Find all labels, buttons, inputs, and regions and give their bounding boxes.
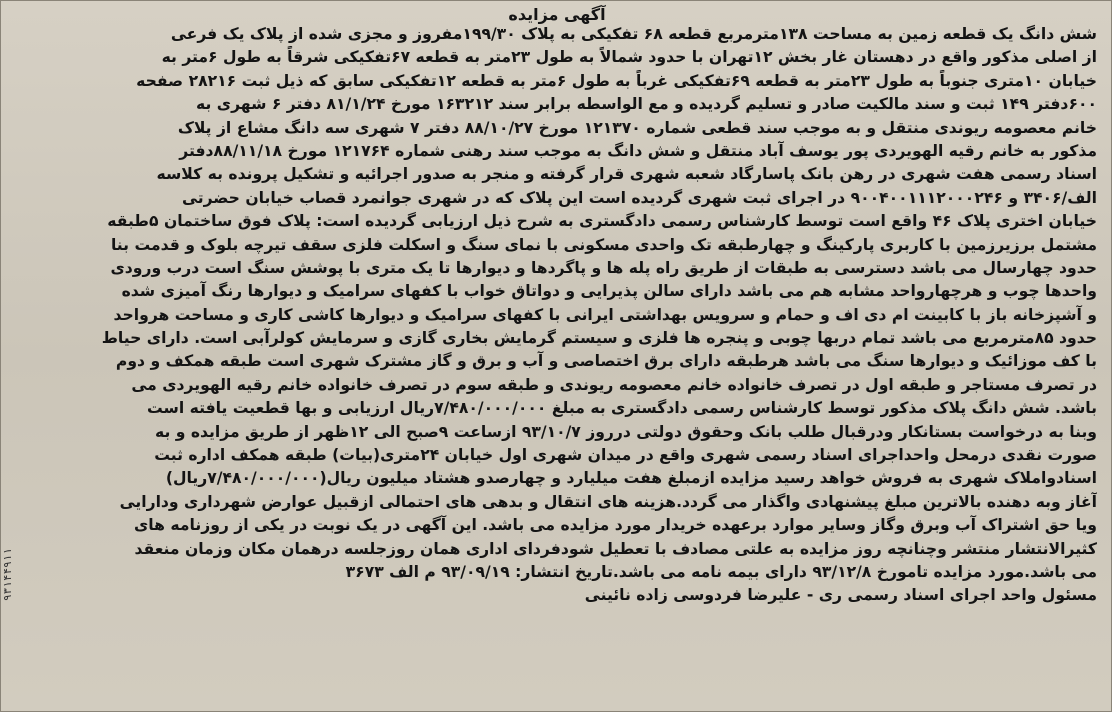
notice-line: کثیرالانتشار منتشر وچنانچه روز مزایده به علتی مصادف با تعطیل شودفردای اداری همان روزجلسه درهمان مکان وزمان منعقد <box>134 539 1097 558</box>
notice-title: آگهی مزایده <box>508 5 606 24</box>
side-code: ۹۳۱۴۴۹۱۱ <box>1 548 14 601</box>
notice-line: ویا حق اشتراک آب وبرق وگاز وسایر موارد برعهده خریدار مورد مزایده می باشد. این آگهی در یک نوبت در یکی از روزنامه های <box>134 516 1097 535</box>
notice-line: حدود ۸۵مترمربع می باشد تمام دربها چوبی و پنجره ها فلزی و سیستم گرمایش بخاری گازی و سرمایش کولرآبی است. دارای حیاط <box>101 329 1097 348</box>
notice-line: واحدها چوب و هرچهارواحد مشابه هم می باشد دارای سالن پذیرایی و دواتاق خواب با کفهای سرامیک و دیوارها رنگ آمیزی شده <box>121 282 1097 301</box>
notice-line: صورت نقدی درمحل واحداجرای اسناد رسمی شهری واقع در میدان شهری اول خیابان ۲۴متری(بیات) طبقه همکف اداره ثبت <box>154 446 1097 465</box>
notice-line: با کف موزائیک و دیوارها سنگ می باشد هرطبقه دارای برق اختصاصی و آب و برق و گاز مشترک شهری است طبقه همکف و دوم <box>115 352 1097 371</box>
notice-line: خانم معصومه ریوندی منتقل و به موجب سند قطعی شماره ۱۲۱۳۷۰ مورخ ۸۸/۱۰/۲۷ دفتر ۷ شهری سه دانگ مشاع از پلاک <box>177 118 1097 137</box>
notice-signature: مسئول واحد اجرای اسناد رسمی ری - علیرضا فردوسی زاده نائینی <box>584 586 1097 605</box>
notice-line: اسناد رسمی هفت شهری در رهن بانک پاسارگاد شعبه شهری قرار گرفته و منجر به صدور اجرائیه و تشکیل پرونده به کلاسه <box>156 165 1097 184</box>
notice-body <box>19 23 1097 709</box>
notice-line: حدود چهارسال می باشد دسترسی به طبقات از طریق راه پله ها و پاگردها و دیوارها تا یک متری با پوشش سنگ است درب ورودی <box>110 258 1097 277</box>
notice-line: الف/۳۴۰۶ و ۹۰۰۴۰۰۱۱۱۲۰۰۰۲۴۶ در اجرای ثبت شهری گردیده است این پلاک که در شهری جوانمرد قصاب خیابان حضرتی <box>181 188 1097 207</box>
notice-line: از اصلی مذکور واقع در دهستان غار بخش ۱۲تهران با حدود شمالاً به طول ۲۳متر به قطعه ۶۷تفکیکی شرقاً به طول ۶متر به <box>161 48 1097 67</box>
notice-line: خیابان ۱۰متری جنوباً به طول ۲۳متر به قطعه ۶۹تفکیکی غرباً به طول ۶متر به قطعه ۱۲تفکیکی سابق که ذیل ثبت ۲۸۲۱۶ صفحه <box>136 71 1097 90</box>
notice-line: مشتمل برزیرزمین با کاربری پارکینگ و چهارطبقه تک واحدی مسکونی با نمای سنگ و اسکلت فلزی سقف تیرچه بلوک و قدمت بنا <box>110 235 1097 254</box>
notice-line: شش دانگ یک قطعه زمین به مساحت ۱۳۸مترمربع قطعه ۶۸ تفکیکی به پلاک ۱۹۹/۳۰مفروز و مجزی شده از پلاک یک فرعی <box>170 25 1097 43</box>
notice-line: باشد. شش دانگ پلاک مذکور توسط کارشناس رسمی دادگستری به مبلغ ۷/۴۸۰/۰۰۰/۰۰۰ریال ارزیابی و بها قطعیت یافته است <box>147 399 1097 418</box>
notice-line: ۶۰۰دفتر ۱۴۹ ثبت و سند مالکیت صادر و تسلیم گردیده و مع الواسطه برابر سند ۱۶۳۲۱۲ مورخ ۸۱/۱/۲۴ دفتر ۶ شهری به <box>196 95 1097 114</box>
notice-line: مذکور به خانم رقیه الهویردی پور یوسف آباد منتقل و شش دانگ به موجب سند رهنی شماره ۱۲۱۷۶۴ مورخ ۸۸/۱۱/۱۸دفتر <box>179 141 1097 160</box>
notice-line: اسنادواملاک شهری به فروش خواهد رسید مزایده ازمبلغ هفت میلیارد و چهارصدو هشتاد میلیون ریال(۷/۴۸۰/۰۰۰/۰۰۰ریال) <box>165 469 1097 488</box>
notice-line: و آشپزخانه باز با کابینت ام دی اف و حمام و سرویس بهداشتی ایرانی با کفهای سرامیک و دیوارها کاشی کاری و مساحت هرواحد <box>113 305 1097 324</box>
notice-line: خیابان اختری پلاک ۴۶ واقع است توسط کارشناس رسمی دادگستری به شرح ذیل ارزیابی گردیده است: پلاک فوق ساختمان ۵طبقه <box>107 212 1097 231</box>
notice-line: آغاز وبه دهنده بالاترین مبلغ پیشنهادی واگذار می گردد.هزینه های انتقال و بدهی های احتمالی ازقبیل عوارض شهرداری ودارایی <box>119 492 1097 511</box>
notice-line: وبنا به درخواست بستانکار ودرقبال طلب بانک وحقوق دولتی درروز ۹۳/۱۰/۷ ازساعت ۹صبح الی ۱۲ظهر از طریق مزایده و به <box>154 422 1097 441</box>
notice-line: در تصرف مستاجر و طبقه اول در تصرف خانواده خانم معصومه ریوندی و طبقه سوم در تصرف خانواده خانم رقیه الهویردی می <box>131 375 1097 394</box>
notice-line: می باشد.مورد مزایده تامورخ ۹۳/۱۲/۸ دارای بیمه نامه می باشد.تاریخ انتشار: ۹۳/۰۹/۱۹ م الف ۳۶۷۳ <box>345 562 1097 581</box>
